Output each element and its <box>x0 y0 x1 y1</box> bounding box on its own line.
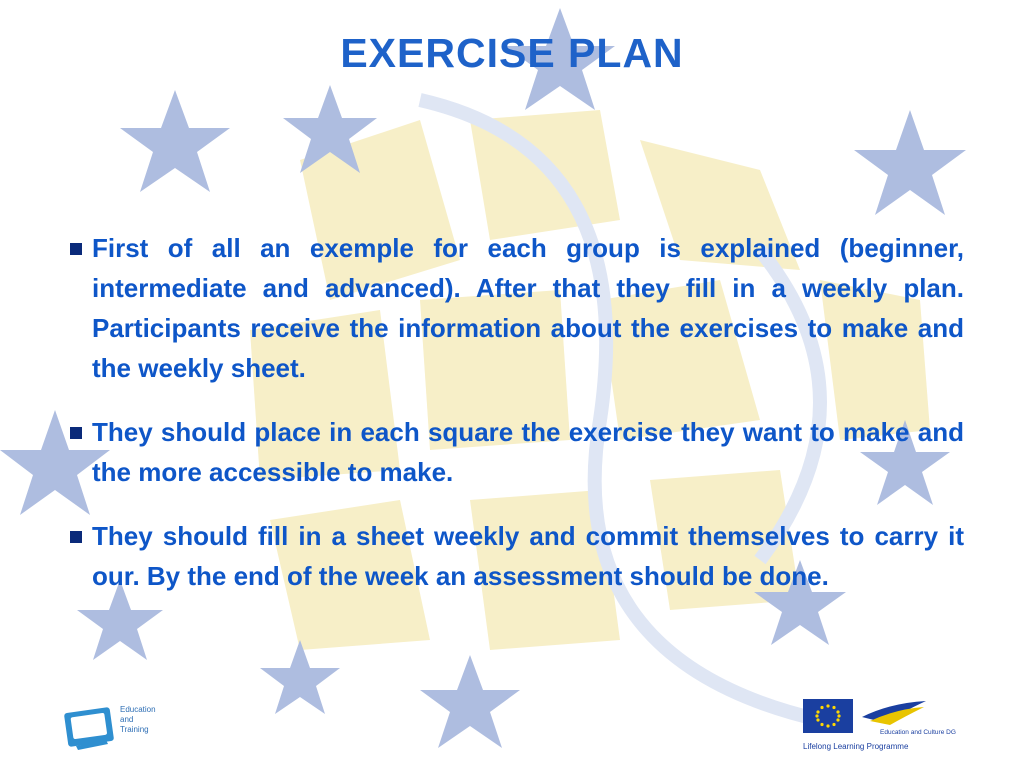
education-training-logo <box>62 700 172 761</box>
square-bullet-icon <box>70 427 82 439</box>
bullet-text: They should fill in a sheet weekly and commit themselves to carry it our. By the end of the week an assessment should be done. <box>92 521 964 591</box>
logo-text-line: and <box>120 715 134 724</box>
bullet-item <box>64 516 964 596</box>
logo-text-line: Training <box>120 725 149 734</box>
logo-text-line: Education <box>120 705 156 714</box>
bullet-item <box>64 412 964 492</box>
lifelong-learning-logo <box>800 695 970 764</box>
programme-label: Lifelong Learning Programme <box>803 742 909 751</box>
bullet-item <box>64 228 964 388</box>
bullet-text: They should place in each square the exercise they want to make and the more accessible to make. <box>92 417 964 487</box>
bullet-text: First of all an exemple for each group is explained (beginner, intermediate and advanced). After that they fill in a weekly plan. Participants receive the information about the exercises to make and the weekly sheet. <box>92 233 964 383</box>
eu-flag-logo <box>800 695 970 759</box>
eu-flag-icon <box>803 699 853 733</box>
slide-title: EXERCISE PLAN <box>340 30 684 76</box>
agency-label: Education and Culture DG <box>880 729 956 736</box>
computer-icon <box>62 700 172 756</box>
square-bullet-icon <box>70 243 82 255</box>
bullet-list <box>64 228 964 620</box>
square-bullet-icon <box>70 531 82 543</box>
